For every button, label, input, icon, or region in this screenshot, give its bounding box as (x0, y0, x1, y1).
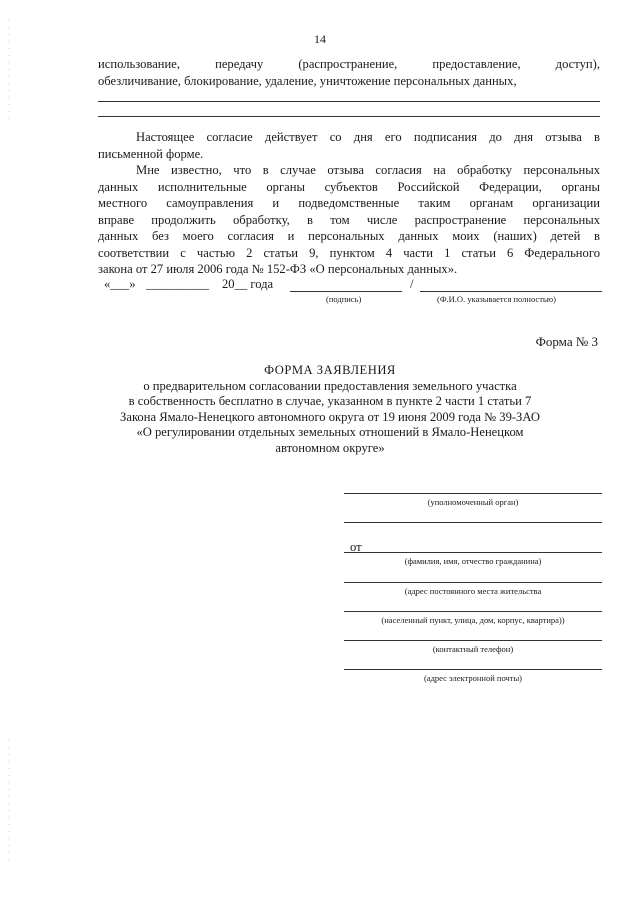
continuation-paragraph (98, 56, 600, 89)
authority-line (344, 493, 602, 494)
date-month-blank: __________ (146, 277, 209, 291)
form-subtitle-line: в собственность бесплатно в случае, указанном в пункте 2 части 1 статьи 7 (128, 394, 532, 408)
text-line: данных исполнительные органы субъектов Российской Федерации, органы (98, 179, 600, 194)
consent-paragraph (98, 129, 600, 162)
text-line: Настоящее согласие действует со дня его подписания до дня отзыва в (136, 130, 600, 144)
form-subtitle-line: Закона Ямало-Ненецкого автономного округа от 19 июня 2009 года № 39-ЗАО (120, 409, 540, 424)
signature-caption: (подпись) (326, 294, 362, 304)
authority-caption: (уполномоченный орган) (427, 497, 519, 507)
form-number: Форма № 3 (535, 334, 598, 349)
text-line: Мне известно, что в случае отзыва согласия на обработку персональных (136, 163, 600, 177)
form-heading (80, 363, 580, 456)
phone-line (344, 640, 602, 641)
from-label: от (350, 540, 362, 554)
email-line (344, 669, 602, 670)
form-subtitle-line: автономном округе» (275, 440, 385, 455)
full-name-caption: (Ф.И.О. указывается полностью) (437, 294, 556, 304)
address-detail-line (344, 611, 602, 612)
form-title: ФОРМА ЗАЯВЛЕНИЯ (264, 363, 396, 377)
email-caption: (адрес электронной почты) (423, 673, 523, 683)
text-line: соответствии с частью 2 статьи 9, пунктом 4 части 1 статьи 6 Федерального (98, 245, 600, 260)
form-subtitle-line: «О регулировании отдельных земельных отношений в Ямало-Ненецком (136, 425, 524, 439)
text-line: закона от 27 июля 2006 года № 152-ФЗ «О персональных данных». (98, 262, 458, 276)
blank-line (98, 116, 600, 117)
signature-slash: / (410, 277, 414, 291)
address-caption: (адрес постоянного места жительства (404, 586, 542, 596)
text-line: обезличивание, блокирование, удаление, уничтожение персональных данных, (98, 73, 517, 88)
page-number: 14 (314, 32, 326, 46)
full-name-line (420, 291, 602, 292)
signature-line (290, 291, 402, 292)
text-line: использование, передачу (распространение, предоставление, доступ), (98, 57, 600, 71)
text-line: вправе продолжить обработку, в том числе распространение персональных (98, 212, 600, 227)
withdrawal-paragraph (98, 162, 600, 278)
address-line (344, 582, 602, 583)
authority-line-2 (344, 522, 602, 523)
scan-margin-marks (8, 0, 10, 905)
text-line: данных без моего согласия и персональных данных моих (наших) детей в (98, 229, 600, 243)
text-line: письменной форме. (98, 146, 204, 161)
applicant-name-line (344, 552, 602, 553)
applicant-name-caption: (фамилия, имя, отчество гражданина) (404, 556, 542, 566)
blank-line (98, 101, 600, 102)
form-subtitle-line: о предварительном согласовании предоставления земельного участка (143, 378, 517, 393)
text-line: местного самоуправления и подведомственные таким органам организации (98, 196, 600, 210)
date-year: 20__ года (222, 277, 274, 291)
date-day-blank: «___» (104, 277, 136, 291)
phone-caption: (контактный телефон) (432, 644, 514, 654)
address-detail-caption: (населенный пункт, улица, дом, корпус, квартира)) (381, 615, 565, 625)
